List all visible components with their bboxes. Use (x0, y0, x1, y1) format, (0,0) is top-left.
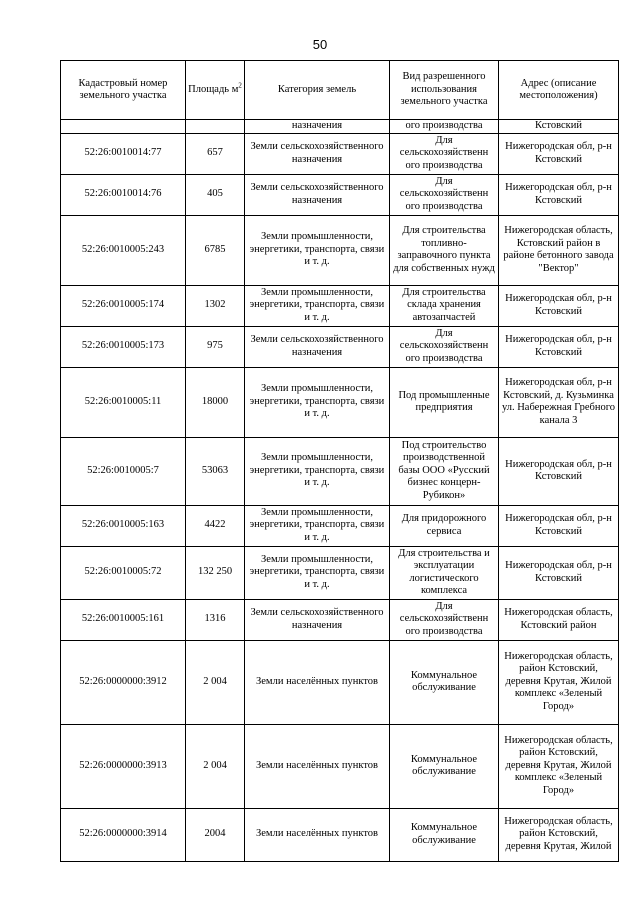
table-row (61, 367, 619, 437)
header-area (186, 61, 245, 120)
land-category-cell: Земли населённых пунктов (245, 724, 390, 808)
land-category-cell: Земли промышленности, энергетики, транспорта, связи и т. д. (245, 546, 390, 599)
land-category-cell: Земли сельскохозяйственного назначения (245, 133, 390, 174)
address-cell: Кстовский (499, 120, 619, 134)
land-category-cell: Земли промышленности, энергетики, транспорта, связи и т. д. (245, 437, 390, 505)
cadastral-number-cell: 52:26:0010014:76 (61, 174, 186, 215)
cadastral-number-cell: 52:26:0000000:3914 (61, 808, 186, 861)
permitted-use-cell: Для сельскохозяйственн ого производства (390, 326, 499, 367)
cadastral-number-cell: 52:26:0010005:11 (61, 367, 186, 437)
table-row (61, 640, 619, 724)
permitted-use-cell: Коммунальное обслуживание (390, 808, 499, 861)
table-row (61, 599, 619, 640)
land-category-cell: Земли промышленности, энергетики, транспорта, связи и т. д. (245, 215, 390, 285)
page-number: 50 (312, 37, 328, 52)
header-cadastral-number: Кадастровый номер земельного участка (61, 61, 186, 120)
land-plots-table (60, 60, 619, 862)
area-cell: 1302 (186, 285, 245, 326)
land-category-cell: Земли промышленности, энергетики, транспорта, связи и т. д. (245, 367, 390, 437)
address-cell: Нижегородская обл, р-н Кстовский (499, 326, 619, 367)
table-row (61, 326, 619, 367)
land-category-cell: Земли сельскохозяйственного назначения (245, 326, 390, 367)
table-row (61, 505, 619, 546)
land-category-cell: Земли промышленности, энергетики, транспорта, связи и т. д. (245, 505, 390, 546)
permitted-use-cell: Для строительства и эксплуатации логистического комплекса (390, 546, 499, 599)
permitted-use-cell: Для сельскохозяйственн ого производства (390, 174, 499, 215)
address-cell: Нижегородская область, Кстовский район (499, 599, 619, 640)
address-cell: Нижегородская обл, р-н Кстовский (499, 285, 619, 326)
permitted-use-cell: Для придорожного сервиса (390, 505, 499, 546)
area-cell: 2 004 (186, 640, 245, 724)
table-row (61, 174, 619, 215)
cadastral-number-cell: 52:26:0010005:243 (61, 215, 186, 285)
land-category-cell: Земли промышленности, энергетики, транспорта, связи и т. д. (245, 285, 390, 326)
area-cell: 405 (186, 174, 245, 215)
permitted-use-cell: Для сельскохозяйственн ого производства (390, 133, 499, 174)
cadastral-number-cell: 52:26:0000000:3912 (61, 640, 186, 724)
area-cell: 1316 (186, 599, 245, 640)
land-category-cell: назначения (245, 120, 390, 134)
cadastral-number-cell: 52:26:0010005:174 (61, 285, 186, 326)
table-row (61, 285, 619, 326)
land-category-cell: Земли населённых пунктов (245, 808, 390, 861)
area-cell: 18000 (186, 367, 245, 437)
land-category-cell: Земли сельскохозяйственного назначения (245, 599, 390, 640)
permitted-use-cell: Для сельскохозяйственн ого производства (390, 599, 499, 640)
header-area-superscript: 2 (238, 81, 242, 90)
area-cell: 4422 (186, 505, 245, 546)
area-cell: 53063 (186, 437, 245, 505)
permitted-use-cell: ого производства (390, 120, 499, 134)
cadastral-number-cell: 52:26:0010005:163 (61, 505, 186, 546)
address-cell: Нижегородская обл, р-н Кстовский (499, 133, 619, 174)
address-cell: Нижегородская область, Кстовский район в районе бетонного завода "Вектор" (499, 215, 619, 285)
header-permitted-use: Вид разрешенного использования земельного участка (390, 61, 499, 120)
table-body (61, 120, 619, 862)
cadastral-number-cell: 52:26:0010005:72 (61, 546, 186, 599)
cadastral-number-cell: 52:26:0010005:161 (61, 599, 186, 640)
area-cell: 975 (186, 326, 245, 367)
address-cell: Нижегородская обл, р-н Кстовский (499, 174, 619, 215)
land-category-cell: Земли сельскохозяйственного назначения (245, 174, 390, 215)
table-row (61, 133, 619, 174)
table-row (61, 215, 619, 285)
area-cell (186, 120, 245, 134)
permitted-use-cell: Под промышленные предприятия (390, 367, 499, 437)
cadastral-number-cell: 52:26:0010005:7 (61, 437, 186, 505)
permitted-use-cell: Для строительства склада хранения автозапчастей (390, 285, 499, 326)
permitted-use-cell: Коммунальное обслуживание (390, 724, 499, 808)
cadastral-number-cell: 52:26:0010005:173 (61, 326, 186, 367)
area-cell: 6785 (186, 215, 245, 285)
permitted-use-cell: Под строительство производственной базы ООО «Русский бизнес концерн-Рубикон» (390, 437, 499, 505)
table-row (61, 546, 619, 599)
header-land-category: Категория земель (245, 61, 390, 120)
header-address: Адрес (описание местоположения) (499, 61, 619, 120)
land-category-cell: Земли населённых пунктов (245, 640, 390, 724)
cadastral-number-cell: 52:26:0010014:77 (61, 133, 186, 174)
area-cell: 657 (186, 133, 245, 174)
area-cell: 2004 (186, 808, 245, 861)
address-cell: Нижегородская область, район Кстовский, деревня Крутая, Жилой комплекс «Зеленый Город» (499, 640, 619, 724)
permitted-use-cell: Для строительства топливно-заправочного пункта для собственных нужд (390, 215, 499, 285)
permitted-use-cell: Коммунальное обслуживание (390, 640, 499, 724)
area-cell: 2 004 (186, 724, 245, 808)
address-cell: Нижегородская область, район Кстовский, деревня Крутая, Жилой (499, 808, 619, 861)
header-area-label: Площадь м (188, 83, 239, 95)
address-cell: Нижегородская обл, р-н Кстовский (499, 505, 619, 546)
address-cell: Нижегородская область, район Кстовский, деревня Крутая, Жилой комплекс «Зеленый Город» (499, 724, 619, 808)
cadastral-number-cell (61, 120, 186, 134)
table-row (61, 120, 619, 134)
address-cell: Нижегородская обл, р-н Кстовский, д. Кузьминка ул. Набережная Гребного канала 3 (499, 367, 619, 437)
table-row (61, 724, 619, 808)
table-header-row (61, 61, 619, 120)
address-cell: Нижегородская обл, р-н Кстовский (499, 437, 619, 505)
area-cell: 132 250 (186, 546, 245, 599)
cadastral-number-cell: 52:26:0000000:3913 (61, 724, 186, 808)
table-row (61, 437, 619, 505)
address-cell: Нижегородская обл, р-н Кстовский (499, 546, 619, 599)
table-row (61, 808, 619, 861)
